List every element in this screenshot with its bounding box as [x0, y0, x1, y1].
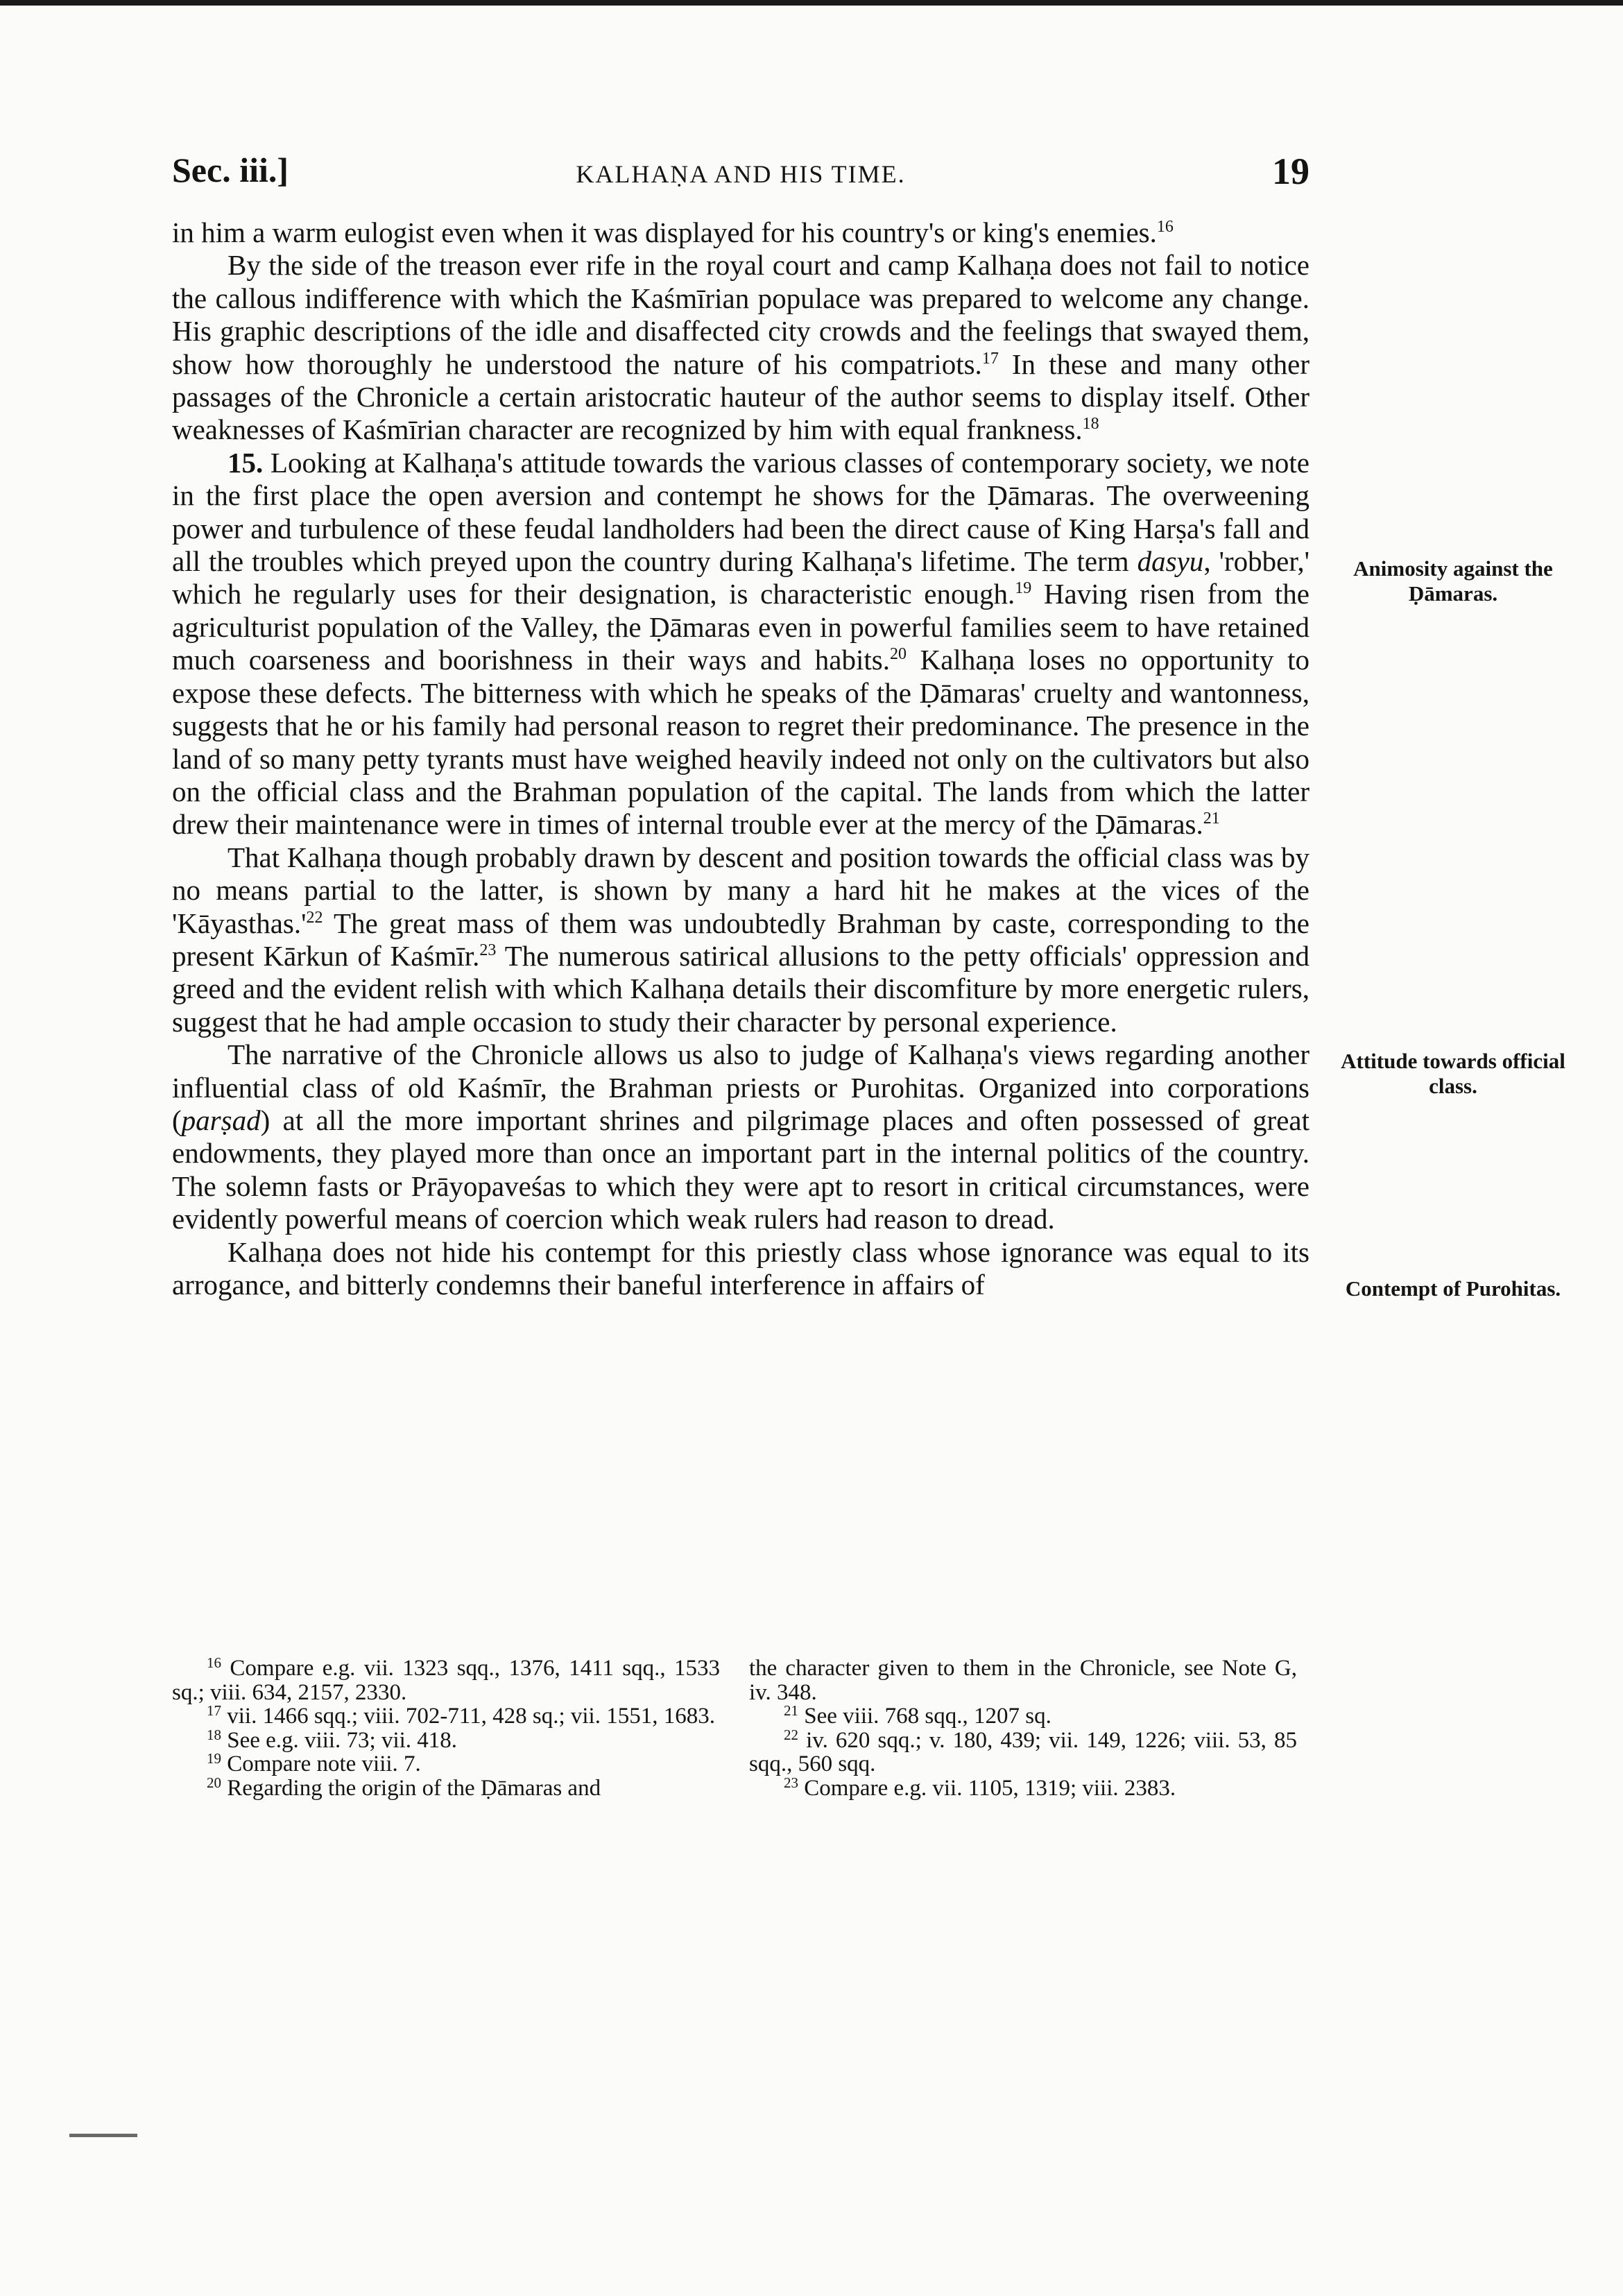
margin-note-damaras: Animosity against the Ḍāmaras. [1353, 556, 1553, 606]
footnote-17: $^{17}$ vii. 1466 sqq.; viii. 702-711, 428 sq.; vii. 1551, 1683. [207, 1702, 715, 1729]
term-parsad: parṣad [181, 1104, 261, 1136]
footnote-ref-17: 17 [981, 349, 999, 368]
page-header [172, 150, 1309, 198]
paragraph-2: By the side of the treason ever rife in the royal court and camp Kalhaṇa does not fail to notice the callous indifference with which the Kaśmīrian populace was prepared to welcome any change. His graphic descriptions of the idle and disaffected city crowds and the feelings that swayed them, show how thoroughly he understood the nature of his compatriots.$^{17}$ In these and many other passages of the Chronicle a certain aristocratic hauteur of the author seems to display itself. Other weaknesses of Kaśmīrian character are recognized by him with equal frankness.$^{18}$ [172, 249, 1309, 446]
paragraph-5: The narrative of the Chronicle allows us also to judge of Kalhaṇa's views regarding another influential class of old Kaśmīr, the Brahman priests or Purohitas. Organized into corporations (parṣad) at all the more important shrines and pilgrimage places and often possessed of great endowments, they played more than once an important part in the internal politics of the country. The solemn fasts or Prāyopaveśas to which they were apt to resort in critical circumstances, were evidently powerful means of coercion which weak rulers had reason to dread. [172, 1038, 1309, 1235]
footnote-ref-16: 16 [1156, 218, 1174, 236]
footnote-ref-23: 23 [479, 941, 497, 959]
paragraph-3: 15. Looking at Kalhaṇa's attitude towards the various classes of contemporary society, we note in the first place the open aversion and contempt he shows for the Ḍāmaras. The overweening power and turbulence of these feudal landholders had been the direct cause of King Harṣa's fall and all the troubles which preyed upon the country during Kalhaṇa's lifetime. The term dasyu, 'robber,' which he regularly uses for their designation, is characteristic enough.$^{19}$ Having risen from the agriculturist population of the Valley, the Ḍāmaras even in powerful families seem to have retained much coarseness and boorishness in their ways and habits.$^{20}$ Kalhaṇa loses no opportunity to expose these defects. The bitterness with which he speaks of the Ḍāmaras' cruelty and wantonness, suggests that he or his family had personal reason to regret their predominance. The presence in the land of so many petty tyrants must have weighed heavily indeed not only on the cultivators but also on the official class and the Brahman population of the capital. The lands from which the latter drew their maintenance were in times of internal trouble ever at the mercy of the Ḍāmaras.$^{21}$ [172, 446, 1310, 841]
footnote-ref-18: 18 [1082, 415, 1099, 434]
footnote-21: $^{21}$ See viii. 768 sqq., 1207 sq. [784, 1702, 1051, 1729]
section-label: Sec. iii.] [172, 151, 289, 189]
top-border-line [0, 0, 1623, 6]
footnote-16: $^{16}$ Compare e.g. vii. 1323 sqq., 1376, 1411 sqq., 1533 sq.; viii. 634, 2157, 2330. [172, 1654, 721, 1705]
footnote-18: $^{18}$ See e.g. viii. 73; vii. 418. [207, 1726, 458, 1753]
running-title: KALHAṆA AND HIS TIME. [576, 160, 906, 188]
footnotes-right-column [749, 1656, 1297, 1800]
footnote-19: $^{19}$ Compare note viii. 7. [207, 1750, 421, 1776]
footnote-20-continued: the character given to them in the Chronicle, see Note G, iv. 348. [749, 1656, 1297, 1705]
footnote-20: $^{20}$ Regarding the origin of the Ḍāmaras and [207, 1774, 601, 1801]
footnote-23: $^{23}$ Compare e.g. vii. 1105, 1319; viii. 2383. [784, 1774, 1176, 1801]
footnote-ref-22: 22 [306, 908, 323, 927]
paragraph-6: Kalhaṇa does not hide his contempt for this priestly class whose ignorance was equal to its arrogance, and bitterly condemns their baneful interference in affairs of [172, 1235, 1309, 1301]
section-number: 15. [227, 446, 264, 479]
main-text [172, 216, 1309, 1301]
footnote-22: $^{22}$ iv. 620 sqq.; v. 180, 439; vii. 149, 1226; viii. 53, 85 sqq., 560 sqq. [749, 1726, 1297, 1776]
paragraph-1: in him a warm eulogist even when it was displayed for his country's or king's enemies.$^{16}$ [172, 216, 1174, 248]
scan-mark [69, 2134, 137, 2137]
footnotes-left-column [172, 1656, 720, 1800]
footnote-ref-19: 19 [1015, 579, 1032, 598]
margin-note-purohitas: Contempt of Purohitas. [1345, 1276, 1561, 1301]
footnote-ref-21: 21 [1203, 809, 1220, 828]
footnote-ref-20: 20 [889, 645, 907, 664]
paragraph-4: That Kalhaṇa though probably drawn by descent and position towards the official class was by no means partial to the latter, is shown by many a hard hit he makes at the vices of the '$Kāyasthas.'^{22}$ The great mass of them was undoubtedly Brahman by caste, corresponding to the present Kārkun of Kaśmīr.$^{23}$ The numerous satirical allusions to the petty officials' oppression and greed and the evident relish with which Kalhaṇa details their discomfiture by more energetic rulers, suggest that he had ample occasion to study their character by personal experience. [172, 841, 1309, 1038]
page-number: 19 [1272, 151, 1309, 192]
margin-note-official-class: Attitude towards official class. [1341, 1049, 1565, 1098]
term-dasyu: dasyu [1137, 545, 1204, 578]
